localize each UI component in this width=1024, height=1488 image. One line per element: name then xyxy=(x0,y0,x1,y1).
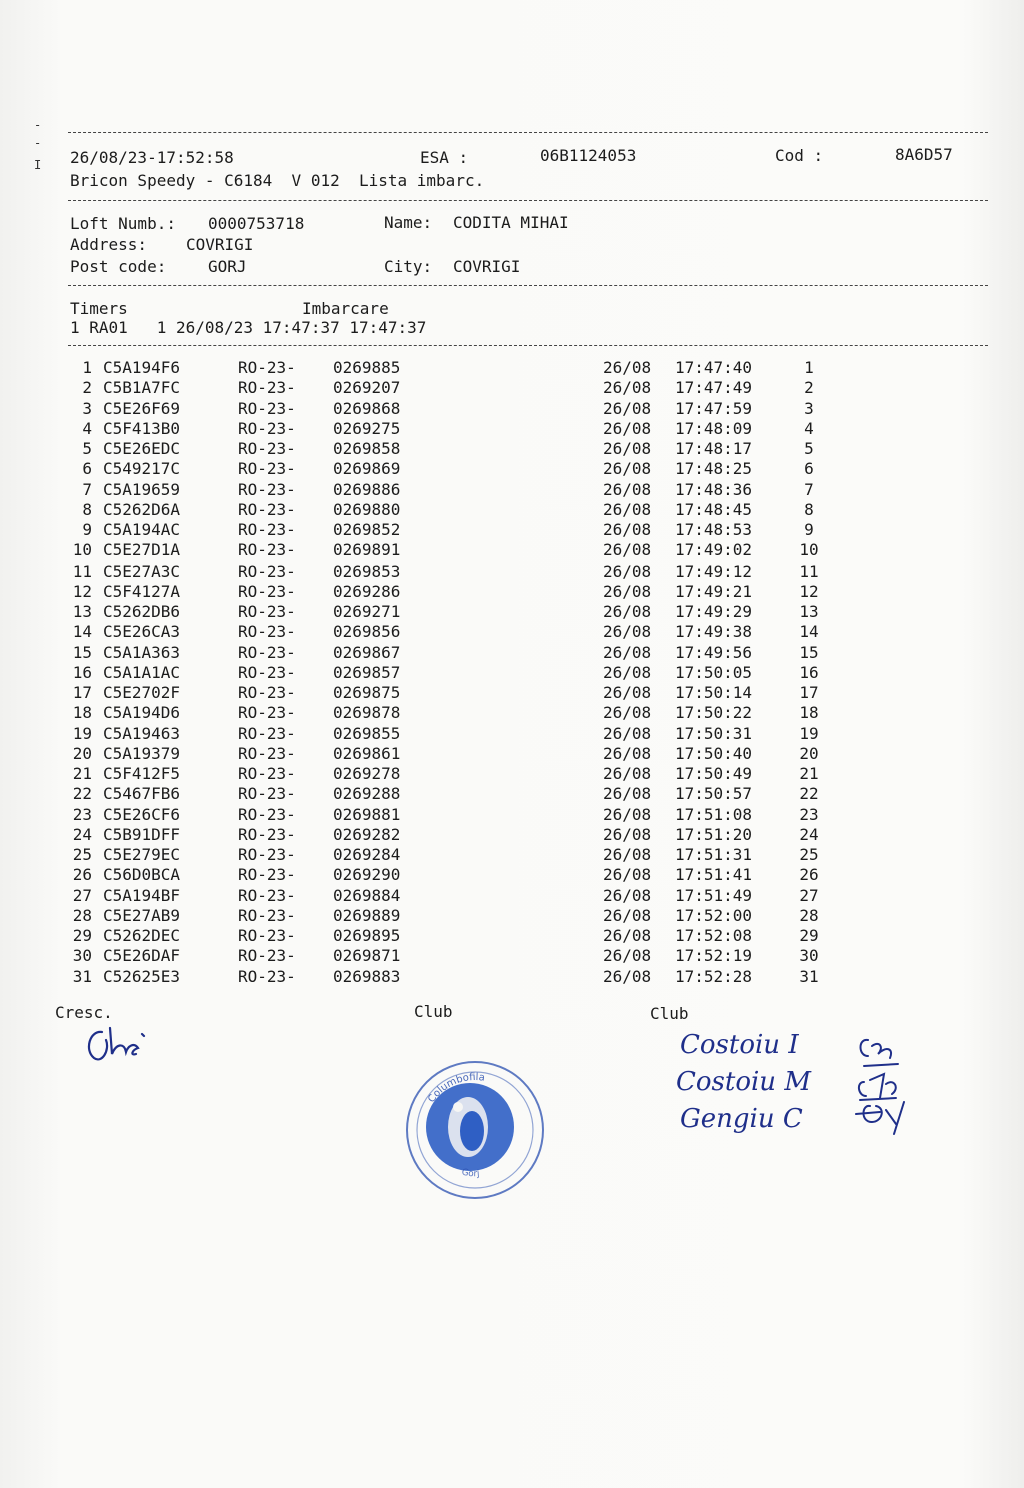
cell-date: 26/08 xyxy=(603,479,652,499)
handwritten-name-2: Costoiu M xyxy=(676,1067,811,1097)
cell-ring: 0269885 xyxy=(333,358,401,377)
cell-no: 26 xyxy=(72,865,92,885)
cell-ring: 0269284 xyxy=(333,845,401,864)
esa-label: ESA : xyxy=(420,148,469,167)
cell-prefix: RO-23- xyxy=(238,520,296,539)
cell-prefix: RO-23- xyxy=(238,602,296,621)
divider xyxy=(68,132,988,133)
cell-chip: C5E26CF6 xyxy=(103,804,181,824)
table-row xyxy=(0,725,1024,745)
cell-ring: 0269852 xyxy=(333,520,401,539)
cell-chip: C5A194AC xyxy=(103,520,181,539)
handwritten-name-1: Costoiu I xyxy=(680,1030,799,1060)
cell-no: 1 xyxy=(82,358,92,377)
cell-no: 24 xyxy=(72,824,92,844)
cell-date: 26/08 xyxy=(603,865,652,885)
cell-no: 25 xyxy=(72,845,92,864)
cell-no: 4 xyxy=(82,418,92,438)
cell-prefix: RO-23- xyxy=(238,743,296,763)
table-row xyxy=(0,846,1024,866)
cell-time: 17:49:12 xyxy=(675,561,753,581)
cell-date: 26/08 xyxy=(603,540,652,560)
cell-prefix: RO-23- xyxy=(238,479,296,499)
cell-no: 28 xyxy=(72,905,92,925)
cell-ring: 0269868 xyxy=(333,398,401,418)
table-row xyxy=(0,400,1024,420)
cell-prefix: RO-23- xyxy=(238,703,296,723)
club-label-2: Club xyxy=(650,1004,689,1023)
cell-time: 17:48:25 xyxy=(675,459,753,479)
cell-no: 22 xyxy=(72,784,92,804)
cell-no: 21 xyxy=(72,764,92,783)
timer-line: 1 RA01 1 26/08/23 17:47:37 17:47:37 xyxy=(70,318,427,337)
cell-rank: 1 xyxy=(804,358,814,377)
cell-prefix: RO-23- xyxy=(238,885,296,905)
margin-mark: - xyxy=(34,118,42,132)
cell-rank: 10 xyxy=(799,540,819,560)
cell-rank: 23 xyxy=(799,804,819,824)
cell-date: 26/08 xyxy=(603,723,652,743)
address-label: Address: xyxy=(70,235,148,254)
cell-rank: 30 xyxy=(799,946,819,966)
table-row xyxy=(0,440,1024,460)
table-row xyxy=(0,947,1024,967)
cell-chip: C5A1A1AC xyxy=(103,662,181,682)
margin-mark: - xyxy=(34,136,42,150)
table-row xyxy=(0,583,1024,603)
cell-no: 15 xyxy=(72,642,92,662)
cell-chip: C5262DB6 xyxy=(103,602,181,621)
cell-rank: 8 xyxy=(804,499,814,519)
cell-rank: 17 xyxy=(799,683,819,702)
cell-no: 2 xyxy=(82,378,92,398)
cell-date: 26/08 xyxy=(603,885,652,905)
cell-prefix: RO-23- xyxy=(238,642,296,662)
cell-prefix: RO-23- xyxy=(238,439,296,458)
postcode-value: GORJ xyxy=(208,257,247,276)
postcode-label: Post code: xyxy=(70,257,167,276)
table-row xyxy=(0,460,1024,480)
cell-ring: 0269871 xyxy=(333,946,401,966)
cell-date: 26/08 xyxy=(603,662,652,682)
cell-time: 17:49:29 xyxy=(675,602,753,621)
cell-time: 17:52:00 xyxy=(675,905,753,925)
cell-time: 17:49:38 xyxy=(675,622,753,642)
cell-prefix: RO-23- xyxy=(238,905,296,925)
cell-rank: 31 xyxy=(799,966,819,986)
cell-ring: 0269869 xyxy=(333,459,401,479)
cell-rank: 26 xyxy=(799,865,819,885)
cell-rank: 6 xyxy=(804,459,814,479)
cell-time: 17:51:49 xyxy=(675,885,753,905)
cell-date: 26/08 xyxy=(603,764,652,783)
cell-chip: C5A194D6 xyxy=(103,703,181,723)
table-row xyxy=(0,359,1024,379)
table-row xyxy=(0,765,1024,785)
cell-date: 26/08 xyxy=(603,418,652,438)
cell-rank: 21 xyxy=(799,764,819,783)
cell-date: 26/08 xyxy=(603,845,652,864)
cell-date: 26/08 xyxy=(603,784,652,804)
cell-time: 17:50:22 xyxy=(675,703,753,723)
cell-no: 31 xyxy=(72,966,92,986)
cell-chip: C5E27AB9 xyxy=(103,905,181,925)
cell-chip: C5A194BF xyxy=(103,885,181,905)
cell-prefix: RO-23- xyxy=(238,662,296,682)
cell-prefix: RO-23- xyxy=(238,540,296,560)
cell-time: 17:48:17 xyxy=(675,439,753,458)
cell-no: 23 xyxy=(72,804,92,824)
cell-prefix: RO-23- xyxy=(238,499,296,519)
cell-rank: 25 xyxy=(799,845,819,864)
cell-no: 10 xyxy=(72,540,92,560)
cell-no: 20 xyxy=(72,743,92,763)
cell-chip: C5467FB6 xyxy=(103,784,181,804)
cell-date: 26/08 xyxy=(603,683,652,702)
table-row xyxy=(0,866,1024,886)
cell-time: 17:47:49 xyxy=(675,378,753,398)
club-signatures xyxy=(850,1026,930,1136)
cell-rank: 12 xyxy=(799,581,819,601)
address-value: COVRIGI xyxy=(186,235,254,254)
cell-no: 19 xyxy=(72,723,92,743)
cell-no: 11 xyxy=(72,561,92,581)
cell-chip: C5F413B0 xyxy=(103,418,181,438)
cell-chip: C5E26DAF xyxy=(103,946,181,966)
cell-chip: C5E2702F xyxy=(103,683,181,702)
cell-ring: 0269857 xyxy=(333,662,401,682)
cell-ring: 0269883 xyxy=(333,966,401,986)
cell-chip: C5B91DFF xyxy=(103,824,181,844)
cod-value: 8A6D57 xyxy=(895,145,953,164)
cell-date: 26/08 xyxy=(603,602,652,621)
cell-chip: C5E26CA3 xyxy=(103,622,181,642)
cell-time: 17:48:09 xyxy=(675,418,753,438)
cell-no: 18 xyxy=(72,703,92,723)
cell-chip: C56D0BCA xyxy=(103,865,181,885)
cell-ring: 0269278 xyxy=(333,764,401,783)
cell-date: 26/08 xyxy=(603,459,652,479)
stamp-text-top: Columbofila xyxy=(426,1071,486,1105)
cell-date: 26/08 xyxy=(603,561,652,581)
cell-rank: 3 xyxy=(804,398,814,418)
cell-no: 5 xyxy=(82,439,92,458)
cell-rank: 11 xyxy=(799,561,819,581)
cell-chip: C5E26EDC xyxy=(103,439,181,458)
city-value: COVRIGI xyxy=(453,257,521,276)
cell-rank: 5 xyxy=(804,439,814,458)
cell-prefix: RO-23- xyxy=(238,398,296,418)
cell-prefix: RO-23- xyxy=(238,622,296,642)
divider xyxy=(68,200,988,201)
cell-time: 17:52:08 xyxy=(675,926,753,945)
cell-date: 26/08 xyxy=(603,743,652,763)
cell-prefix: RO-23- xyxy=(238,581,296,601)
cell-prefix: RO-23- xyxy=(238,378,296,398)
cell-prefix: RO-23- xyxy=(238,865,296,885)
cell-rank: 15 xyxy=(799,642,819,662)
cell-time: 17:51:31 xyxy=(675,845,753,864)
cell-prefix: RO-23- xyxy=(238,966,296,986)
cell-no: 14 xyxy=(72,622,92,642)
cell-date: 26/08 xyxy=(603,398,652,418)
cell-chip: C5A194F6 xyxy=(103,358,181,377)
cell-ring: 0269275 xyxy=(333,418,401,438)
cell-ring: 0269271 xyxy=(333,602,401,621)
cell-rank: 13 xyxy=(799,602,819,621)
cell-chip: C5262D6A xyxy=(103,499,181,519)
cell-ring: 0269855 xyxy=(333,723,401,743)
cell-time: 17:51:08 xyxy=(675,804,753,824)
cell-ring: 0269875 xyxy=(333,683,401,702)
cell-ring: 0269861 xyxy=(333,743,401,763)
cell-prefix: RO-23- xyxy=(238,561,296,581)
cell-time: 17:48:45 xyxy=(675,499,753,519)
table-row xyxy=(0,684,1024,704)
club-stamp xyxy=(400,1055,550,1205)
cell-time: 17:49:21 xyxy=(675,581,753,601)
cell-no: 8 xyxy=(82,499,92,519)
cell-chip: C5A1A363 xyxy=(103,642,181,662)
cell-rank: 7 xyxy=(804,479,814,499)
cell-ring: 0269288 xyxy=(333,784,401,804)
cell-prefix: RO-23- xyxy=(238,683,296,702)
cell-ring: 0269290 xyxy=(333,865,401,885)
cell-date: 26/08 xyxy=(603,905,652,925)
cell-chip: C5E27D1A xyxy=(103,540,181,560)
table-row xyxy=(0,664,1024,684)
cell-chip: C52625E3 xyxy=(103,966,181,986)
cell-chip: C5262DEC xyxy=(103,926,181,945)
table-row xyxy=(0,968,1024,988)
cell-ring: 0269853 xyxy=(333,561,401,581)
imbarcare-label: Imbarcare xyxy=(302,299,389,318)
cell-chip: C5B1A7FC xyxy=(103,378,181,398)
cell-date: 26/08 xyxy=(603,358,652,377)
table-row xyxy=(0,521,1024,541)
cell-time: 17:49:56 xyxy=(675,642,753,662)
cell-ring: 0269884 xyxy=(333,885,401,905)
cell-rank: 27 xyxy=(799,885,819,905)
table-row xyxy=(0,704,1024,724)
cell-date: 26/08 xyxy=(603,581,652,601)
cell-ring: 0269867 xyxy=(333,642,401,662)
cell-chip: C5E27A3C xyxy=(103,561,181,581)
handwritten-name-3: Gengiu C xyxy=(680,1104,803,1134)
cell-rank: 9 xyxy=(804,520,814,539)
table-row xyxy=(0,563,1024,583)
cell-date: 26/08 xyxy=(603,926,652,945)
cell-date: 26/08 xyxy=(603,439,652,458)
cell-chip: C5A19659 xyxy=(103,479,181,499)
cell-prefix: RO-23- xyxy=(238,784,296,804)
cell-time: 17:49:02 xyxy=(675,540,753,560)
cell-no: 7 xyxy=(82,479,92,499)
print-datetime: 26/08/23-17:52:58 xyxy=(70,148,234,167)
cell-prefix: RO-23- xyxy=(238,845,296,864)
svg-text:Gorj xyxy=(461,1168,480,1180)
cell-no: 17 xyxy=(72,683,92,702)
cell-time: 17:47:40 xyxy=(675,358,753,377)
cod-label: Cod : xyxy=(775,146,824,165)
cell-ring: 0269895 xyxy=(333,926,401,945)
cell-date: 26/08 xyxy=(603,642,652,662)
cell-prefix: RO-23- xyxy=(238,358,296,377)
cell-time: 17:50:05 xyxy=(675,662,753,682)
cell-time: 17:50:31 xyxy=(675,723,753,743)
table-row xyxy=(0,603,1024,623)
cell-date: 26/08 xyxy=(603,703,652,723)
breeder-signature xyxy=(80,1020,170,1070)
timers-label: Timers xyxy=(70,299,128,318)
cell-ring: 0269858 xyxy=(333,439,401,458)
cell-chip: C5F412F5 xyxy=(103,764,181,783)
cell-no: 3 xyxy=(82,398,92,418)
cell-rank: 16 xyxy=(799,662,819,682)
cell-chip: C5E279EC xyxy=(103,845,181,864)
cell-time: 17:48:53 xyxy=(675,520,753,539)
name-value: CODITA MIHAI xyxy=(453,213,569,232)
cell-rank: 14 xyxy=(799,622,819,642)
cell-ring: 0269856 xyxy=(333,622,401,642)
table-row xyxy=(0,541,1024,561)
cell-time: 17:50:14 xyxy=(675,683,753,702)
cell-rank: 28 xyxy=(799,905,819,925)
cell-prefix: RO-23- xyxy=(238,824,296,844)
loft-label: Loft Numb.: xyxy=(70,214,176,233)
cell-no: 29 xyxy=(72,926,92,945)
table-row xyxy=(0,481,1024,501)
cell-ring: 0269880 xyxy=(333,499,401,519)
cell-chip: C5A19463 xyxy=(103,723,181,743)
table-row xyxy=(0,745,1024,765)
cell-no: 9 xyxy=(82,520,92,539)
table-row xyxy=(0,927,1024,947)
cell-prefix: RO-23- xyxy=(238,459,296,479)
margin-mark: I xyxy=(34,158,42,172)
table-row xyxy=(0,644,1024,664)
cell-time: 17:51:20 xyxy=(675,824,753,844)
cell-time: 17:47:59 xyxy=(675,398,753,418)
table-row xyxy=(0,806,1024,826)
cell-prefix: RO-23- xyxy=(238,926,296,945)
city-label: City: xyxy=(384,257,433,276)
cell-date: 26/08 xyxy=(603,824,652,844)
cell-date: 26/08 xyxy=(603,499,652,519)
cell-chip: C5F4127A xyxy=(103,581,181,601)
cell-time: 17:52:19 xyxy=(675,946,753,966)
cell-time: 17:50:57 xyxy=(675,784,753,804)
cell-rank: 24 xyxy=(799,824,819,844)
stamp-text-bottom: Gorj xyxy=(460,1167,480,1180)
cell-ring: 0269286 xyxy=(333,581,401,601)
cell-no: 6 xyxy=(82,459,92,479)
cell-ring: 0269282 xyxy=(333,824,401,844)
divider xyxy=(68,285,988,286)
cell-no: 27 xyxy=(72,885,92,905)
cell-time: 17:50:40 xyxy=(675,743,753,763)
cresc-label: Cresc. xyxy=(55,1003,113,1022)
cell-rank: 22 xyxy=(799,784,819,804)
cell-ring: 0269878 xyxy=(333,703,401,723)
cell-prefix: RO-23- xyxy=(238,418,296,438)
cell-no: 30 xyxy=(72,946,92,966)
cell-rank: 2 xyxy=(804,378,814,398)
cell-time: 17:50:49 xyxy=(675,764,753,783)
cell-rank: 4 xyxy=(804,418,814,438)
cell-time: 17:51:41 xyxy=(675,865,753,885)
cell-prefix: RO-23- xyxy=(238,804,296,824)
cell-ring: 0269886 xyxy=(333,479,401,499)
cell-no: 13 xyxy=(72,602,92,621)
cell-ring: 0269889 xyxy=(333,905,401,925)
esa-value: 06B1124053 xyxy=(540,146,637,165)
cell-chip: C5E26F69 xyxy=(103,398,181,418)
cell-date: 26/08 xyxy=(603,946,652,966)
cell-rank: 19 xyxy=(799,723,819,743)
table-row xyxy=(0,785,1024,805)
cell-date: 26/08 xyxy=(603,520,652,539)
cell-rank: 20 xyxy=(799,743,819,763)
cell-prefix: RO-23- xyxy=(238,946,296,966)
table-row xyxy=(0,826,1024,846)
divider xyxy=(68,345,988,346)
cell-rank: 29 xyxy=(799,926,819,945)
table-row xyxy=(0,623,1024,643)
cell-chip: C5A19379 xyxy=(103,743,181,763)
cell-ring: 0269881 xyxy=(333,804,401,824)
cell-date: 26/08 xyxy=(603,378,652,398)
table-row xyxy=(0,501,1024,521)
cell-prefix: RO-23- xyxy=(238,764,296,783)
club-label-1: Club xyxy=(414,1002,453,1021)
cell-time: 17:52:28 xyxy=(675,966,753,986)
cell-date: 26/08 xyxy=(603,804,652,824)
table-row xyxy=(0,420,1024,440)
table-row xyxy=(0,379,1024,399)
table-row xyxy=(0,887,1024,907)
cell-prefix: RO-23- xyxy=(238,723,296,743)
cell-rank: 18 xyxy=(799,703,819,723)
cell-no: 12 xyxy=(72,581,92,601)
cell-no: 16 xyxy=(72,662,92,682)
cell-time: 17:48:36 xyxy=(675,479,753,499)
name-label: Name: xyxy=(384,213,433,232)
cell-date: 26/08 xyxy=(603,966,652,986)
cell-ring: 0269891 xyxy=(333,540,401,560)
cell-ring: 0269207 xyxy=(333,378,401,398)
loft-value: 0000753718 xyxy=(208,214,305,233)
device-line: Bricon Speedy - C6184 V 012 Lista imbarc. xyxy=(70,171,485,190)
cell-chip: C549217C xyxy=(103,459,181,479)
cell-date: 26/08 xyxy=(603,622,652,642)
table-row xyxy=(0,907,1024,927)
